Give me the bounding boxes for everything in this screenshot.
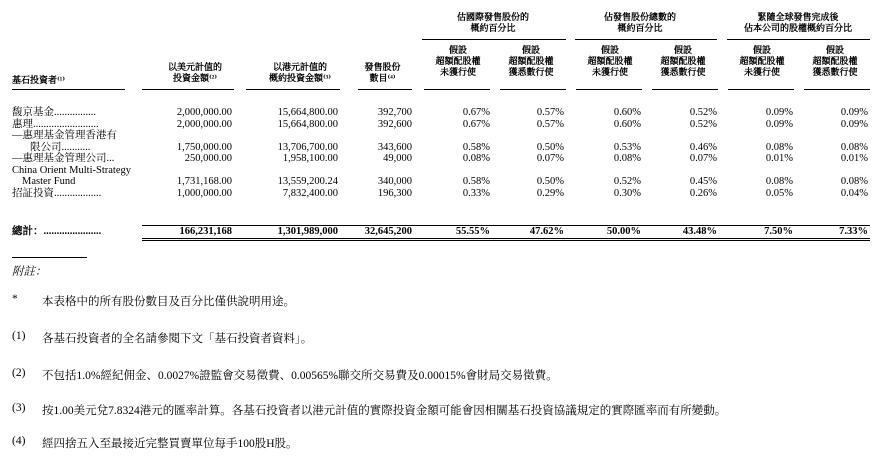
table-cell: 0.05% bbox=[765, 187, 793, 199]
notes-heading: 附註： bbox=[12, 266, 47, 278]
group-header-total bbox=[565, 12, 715, 34]
group-underline bbox=[727, 39, 870, 40]
total-bottom-rule bbox=[142, 238, 870, 239]
table-cell: 13,706,700.00 bbox=[277, 141, 338, 153]
col-header-pct bbox=[648, 45, 718, 78]
table-cell: 0.01% bbox=[840, 153, 868, 164]
note-text: 各基石投資者的全名請參閱下文「基石投資者資料」。 bbox=[42, 333, 313, 345]
col-header-pct bbox=[424, 45, 492, 78]
col-header-pct bbox=[496, 45, 566, 78]
table-cell: 0.67% bbox=[462, 107, 490, 118]
table-cell: 0.08% bbox=[840, 141, 868, 153]
header-underline bbox=[652, 89, 718, 90]
group-header-post bbox=[717, 12, 879, 34]
table-cell: 0.09% bbox=[765, 118, 793, 130]
table-cell: 2,000,000.00 bbox=[176, 118, 232, 130]
table-cell: 0.04% bbox=[840, 187, 868, 199]
col-header-pct bbox=[576, 45, 644, 78]
total-cell: 7.33% bbox=[839, 226, 868, 237]
note-mark: (4) bbox=[12, 435, 26, 447]
table-cell: 0.60% bbox=[613, 118, 641, 130]
table-cell: 0.52% bbox=[689, 107, 717, 118]
table-cell: 0.08% bbox=[840, 176, 868, 187]
table-cell: 0.52% bbox=[613, 176, 641, 187]
col-header-text: 發售股份 數目⁽⁴⁾ bbox=[364, 62, 401, 83]
col-header-text: 假設 超額配股權 未獲行使 bbox=[435, 45, 481, 77]
table-cell: 1,000,000.00 bbox=[176, 187, 232, 199]
table-cell: 0.58% bbox=[462, 141, 490, 153]
col-header-text: 假設 超額配股權 獲悉數行使 bbox=[660, 45, 706, 77]
table-cell: 7,832,400.00 bbox=[282, 187, 338, 199]
table-cell: 0.46% bbox=[689, 141, 717, 153]
table-cell: 340,000 bbox=[377, 176, 412, 187]
investor-name: —惠理基金管理公司... bbox=[12, 153, 115, 164]
col-header-usd bbox=[150, 62, 240, 84]
investor-name: 限公司........... bbox=[30, 141, 91, 153]
header-underline bbox=[728, 89, 794, 90]
total-cell: 32,645,200 bbox=[364, 226, 412, 237]
table-cell: 392,700 bbox=[377, 107, 412, 118]
table-cell: 0.08% bbox=[462, 153, 490, 164]
table-cell: 0.01% bbox=[765, 153, 793, 164]
col-header-text: 以港元計值的 概約投資金額⁽³⁾ bbox=[268, 62, 332, 83]
total-cell: 43.48% bbox=[682, 226, 717, 237]
table-cell: 0.50% bbox=[536, 141, 564, 153]
table-cell: 0.53% bbox=[613, 141, 641, 153]
header-underline bbox=[12, 89, 125, 90]
header-underline bbox=[358, 89, 412, 90]
note-text: 不包括1.0%經紀佣金、0.0027%證監會交易徵費、0.00565%聯交所交易費及0.00015%會財局交易徵費。 bbox=[42, 370, 558, 382]
header-underline bbox=[500, 89, 566, 90]
table-cell: 1,731,168.00 bbox=[176, 176, 232, 187]
col-header-investor bbox=[12, 75, 65, 86]
table-cell: 15,664,800.00 bbox=[277, 118, 338, 130]
total-cell: 50.00% bbox=[606, 226, 641, 237]
total-cell: 1,301,989,000 bbox=[277, 226, 338, 237]
investor-name: 招証投資.................. bbox=[12, 187, 102, 199]
header-underline bbox=[576, 89, 642, 90]
table-cell: 392,600 bbox=[377, 118, 412, 130]
investor-name: 馥京基金................ bbox=[12, 107, 96, 118]
col-header-text: 假設 超額配股權 獲悉數行使 bbox=[508, 45, 554, 77]
table-cell: 49,000 bbox=[383, 153, 412, 164]
table-cell: 0.45% bbox=[689, 176, 717, 187]
col-header-text: 假設 超額配股權 獲悉數行使 bbox=[812, 45, 858, 77]
table-cell: 0.57% bbox=[536, 118, 564, 130]
table-cell: 1,750,000.00 bbox=[176, 141, 232, 153]
group-header-intl bbox=[412, 12, 574, 34]
table-cell: 0.67% bbox=[462, 118, 490, 130]
col-header-pct bbox=[800, 45, 870, 78]
table-cell: 250,000.00 bbox=[184, 153, 232, 164]
note-mark: (1) bbox=[12, 330, 26, 342]
table-cell: 0.50% bbox=[536, 176, 564, 187]
investor-name: Master Fund bbox=[22, 176, 76, 187]
group-header-text: 估國際發售股份的 概約百分比 bbox=[456, 12, 529, 33]
col-header-pct bbox=[728, 45, 796, 78]
investor-name: 惠理......................... bbox=[12, 118, 99, 130]
table-cell: 0.07% bbox=[536, 153, 564, 164]
col-header-text: 假設 超額配股權 未獲行使 bbox=[587, 45, 633, 77]
total-bottom-rule-double bbox=[142, 240, 870, 241]
notes-separator bbox=[12, 257, 87, 258]
header-underline bbox=[424, 89, 490, 90]
table-cell: 0.08% bbox=[613, 153, 641, 164]
table-cell: 0.08% bbox=[765, 141, 793, 153]
table-cell: 0.58% bbox=[462, 176, 490, 187]
table-cell: 196,300 bbox=[377, 187, 412, 199]
col-header-text: 基石投資者⁽¹⁾ bbox=[12, 75, 66, 85]
table-cell: 15,664,800.00 bbox=[277, 107, 338, 118]
group-header-text: 緊隨全球發售完成後 佔本公司的股權概約百分比 bbox=[743, 12, 852, 33]
note-text: 按1.00美元兌7.8324港元的匯率計算。各基石投資者以港元計值的實際投資金額可能會因相關基石投資協議規定的實際匯率而有所變動。 bbox=[42, 405, 727, 417]
group-underline bbox=[422, 39, 566, 40]
table-cell: 0.60% bbox=[613, 107, 641, 118]
header-underline bbox=[804, 89, 870, 90]
table-cell: 13,559,200.24 bbox=[277, 176, 338, 187]
col-header-hkd bbox=[250, 62, 350, 84]
investor-name: China Orient Multi-Strategy bbox=[12, 164, 131, 176]
note-mark: (3) bbox=[12, 402, 26, 414]
col-header-text: 以美元計值的 投資金額⁽²⁾ bbox=[167, 62, 222, 83]
table-cell: 0.08% bbox=[765, 176, 793, 187]
table-cell: 0.26% bbox=[689, 187, 717, 199]
col-header-shares bbox=[355, 62, 410, 84]
header-underline bbox=[142, 89, 234, 90]
group-header-text: 佔發售股份總數的 概約百分比 bbox=[603, 12, 676, 33]
note-text: 經四捨五入至最接近完整買賣單位每手100股H股。 bbox=[42, 438, 298, 450]
header-underline bbox=[246, 89, 340, 90]
total-cell: 166,231,168 bbox=[179, 226, 232, 237]
total-label: 總計：...................... bbox=[12, 226, 102, 237]
table-cell: 0.30% bbox=[613, 187, 641, 199]
table-cell: 0.33% bbox=[462, 187, 490, 199]
table-cell: 0.09% bbox=[765, 107, 793, 118]
note-mark: (2) bbox=[12, 367, 26, 379]
table-cell: 343,600 bbox=[377, 141, 412, 153]
total-cell: 55.55% bbox=[455, 226, 490, 237]
table-cell: 0.09% bbox=[840, 118, 868, 130]
table-cell: 0.29% bbox=[536, 187, 564, 199]
table-cell: 1,958,100.00 bbox=[282, 153, 338, 164]
col-header-text: 假設 超額配股權 未獲行使 bbox=[739, 45, 785, 77]
group-underline bbox=[575, 39, 717, 40]
table-cell: 0.57% bbox=[536, 107, 564, 118]
table-cell: 0.07% bbox=[689, 153, 717, 164]
note-text: 本表格中的所有股份數目及百分比僅供說明用途。 bbox=[42, 296, 295, 308]
total-top-rule bbox=[142, 225, 870, 226]
total-cell: 7.50% bbox=[764, 226, 793, 237]
total-cell: 47.62% bbox=[529, 226, 564, 237]
table-cell: 0.09% bbox=[840, 107, 868, 118]
table-cell: 0.52% bbox=[689, 118, 717, 130]
investor-name: —惠理基金管理香港有 bbox=[12, 130, 117, 141]
note-mark: * bbox=[12, 293, 18, 305]
table-cell: 2,000,000.00 bbox=[176, 107, 232, 118]
